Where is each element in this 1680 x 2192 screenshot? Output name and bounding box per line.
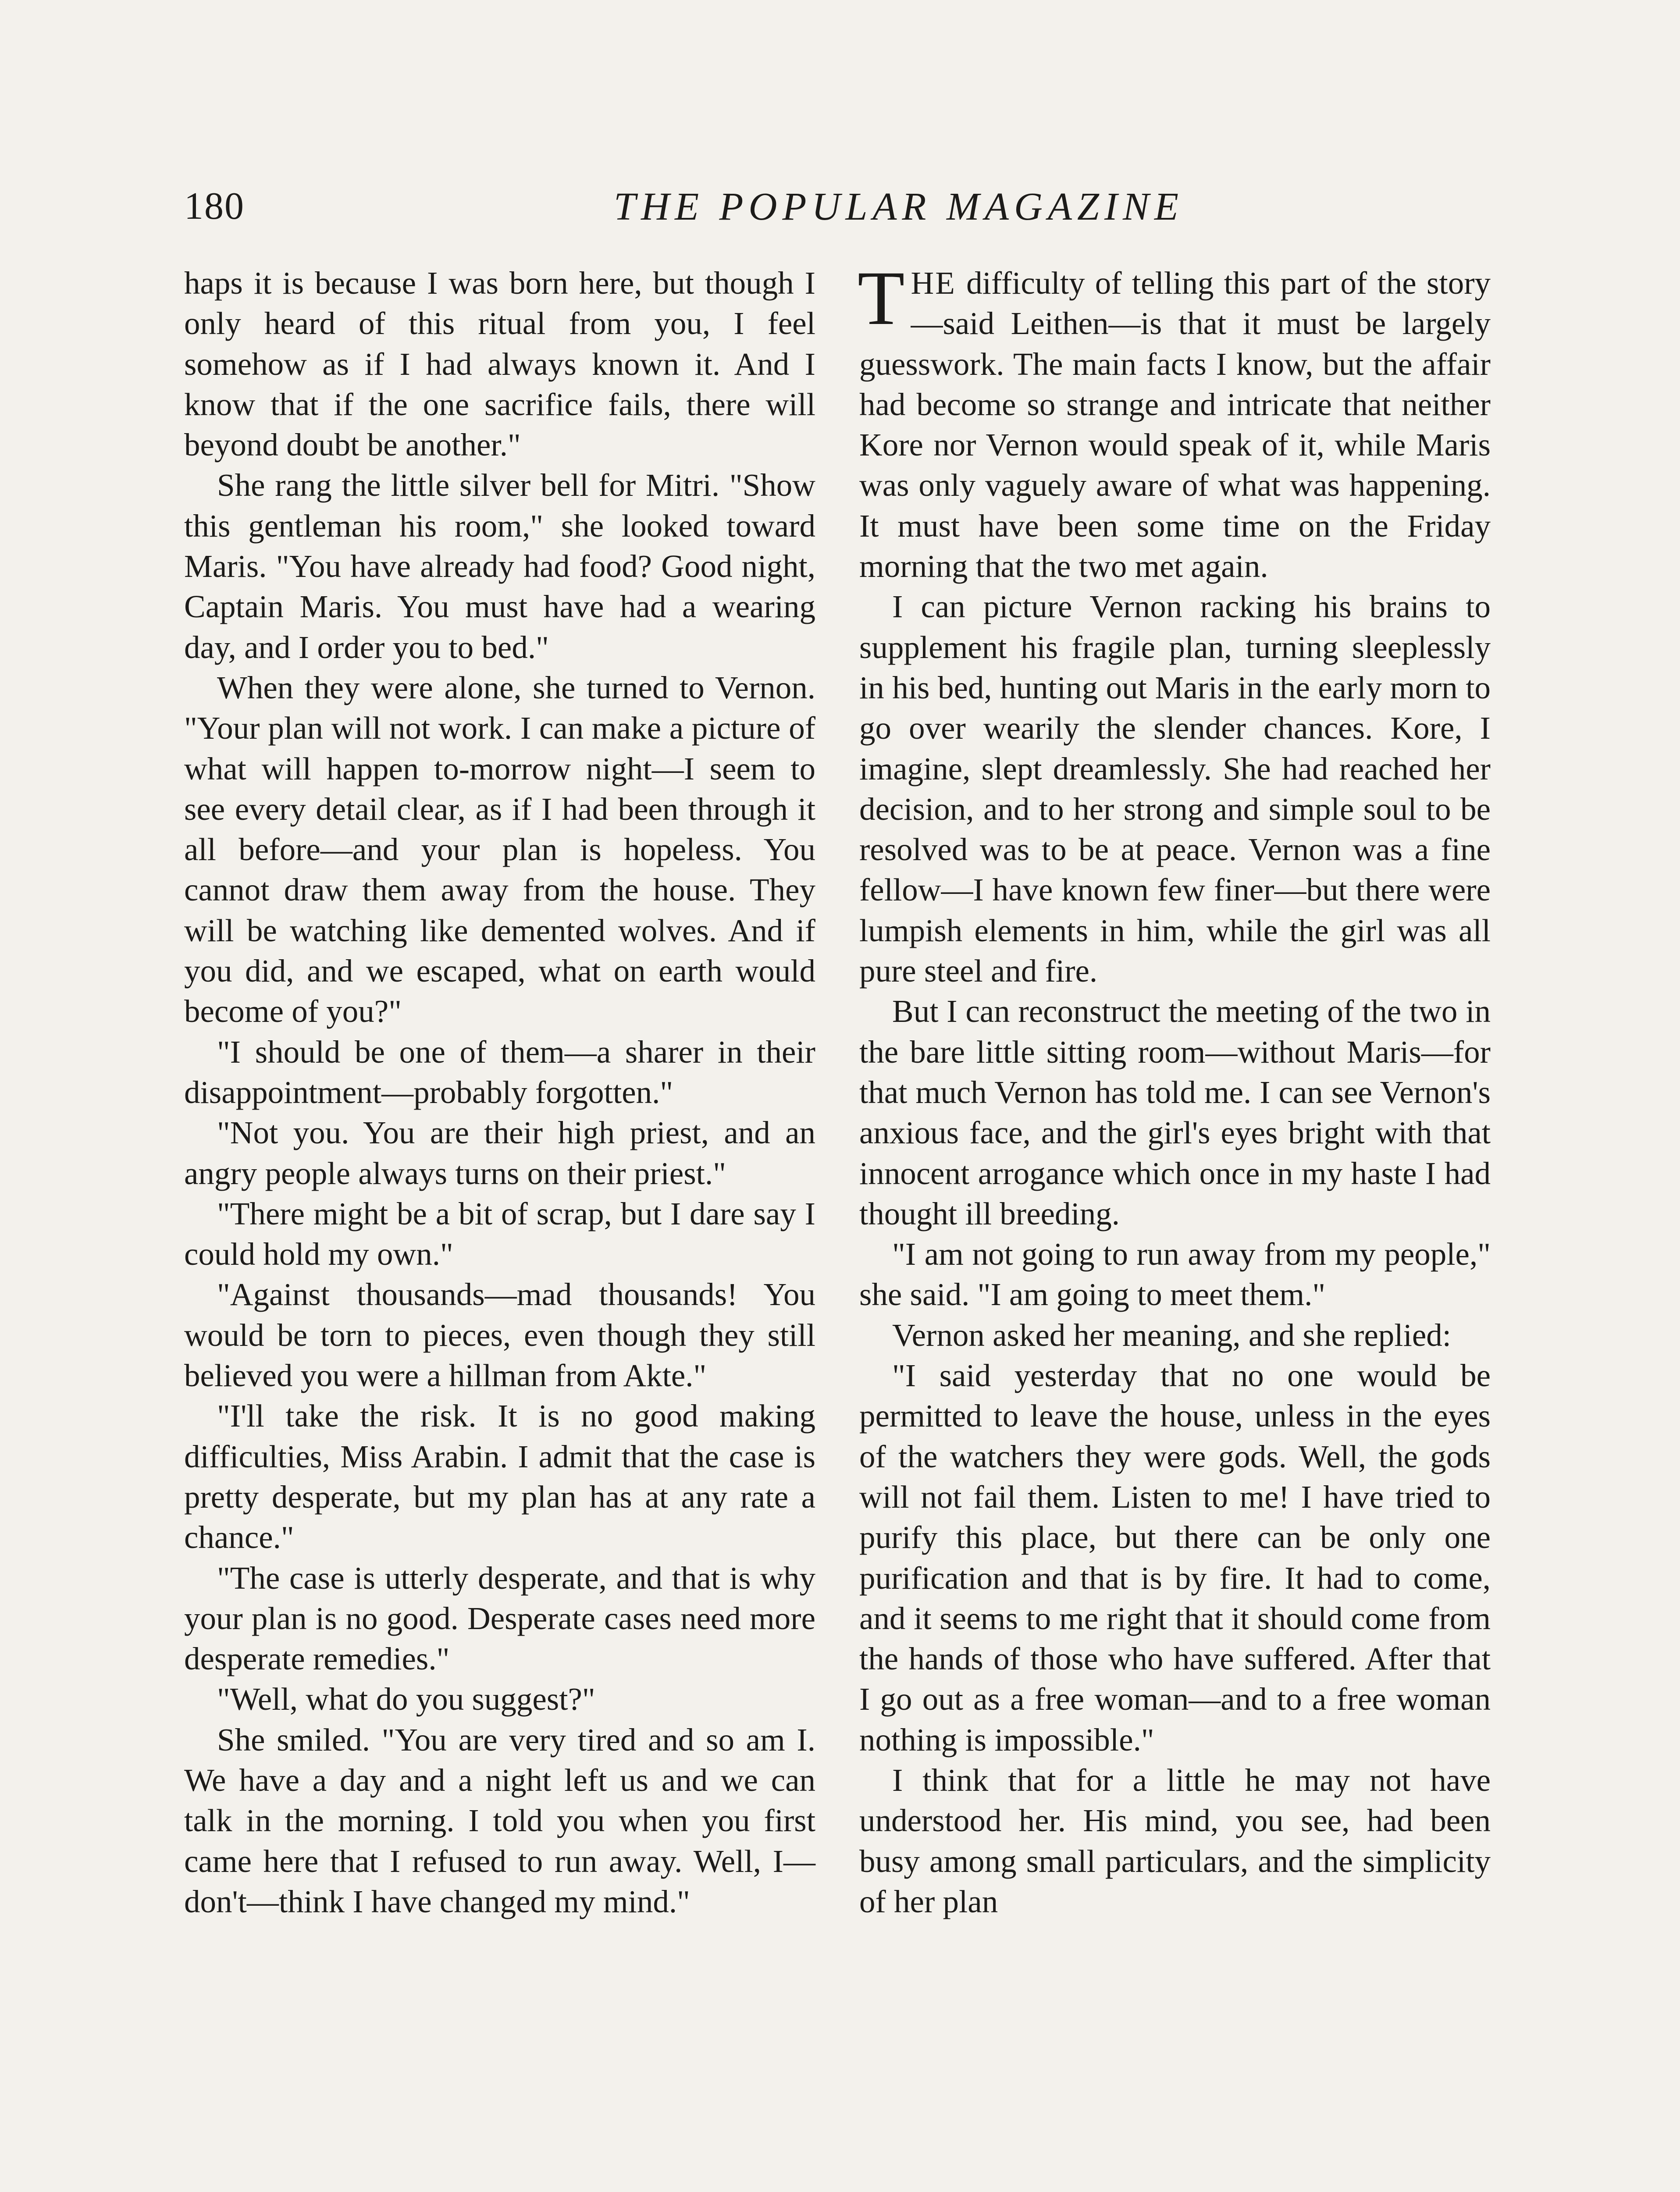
small-caps-lead: HE [911, 265, 956, 301]
paragraph: She rang the little silver bell for Mitri. "Show this gentleman his room," she looked toward Maris. "You have already had food? Good night, Captain Maris. You must have had a wearing day, and I order you to bed." [184, 467, 815, 665]
paragraph: "Well, what do you suggest?" [217, 1681, 595, 1717]
left-column [184, 263, 815, 1922]
paragraph: She smiled. "You are very tired and so am I. We have a day and a night left us and we can talk in the morning. I told you when you first came here that I refused to run away. Well, I—don't—think I have changed my mind." [184, 1722, 815, 1919]
page-header [184, 175, 1499, 250]
right-column [858, 256, 1491, 1922]
paragraph: "There might be a bit of scrap, but I dare say I could hold my own." [184, 1196, 815, 1272]
running-title: THE POPULAR MAGAZINE [614, 185, 1184, 228]
opening-text: difficulty of telling this part of the story—said Leithen—is that it must be largely guesswork. The main facts I know, but the affair had become so strange and intricate that neither Kore nor Vernon would speak of it, while Maris was only vaguely aware of what was happening. It must have been some time on the Friday morning that the two met again. [859, 265, 1491, 584]
paragraph: But I can reconstruct the meeting of the two in the bare little sitting room—without Maris—for that much Vernon has told me. I can see Vernon's anxious face, and the girl's eyes bright with that innocent arrogance which once in my haste I had thought ill breeding. [859, 993, 1491, 1231]
paragraph: "I said yesterday that no one would be permitted to leave the house, unless in the eyes of the watchers they were gods. Well, the gods will not fail them. Listen to me! I have tried to purify this place, but there can be only one purification and that is by fire. It had to come, and it seems to me right that it should come from the hands of those who have suffered. After that I go out as a free woman—and to a free woman nothing is impossible." [859, 1358, 1491, 1758]
paragraph: I can picture Vernon racking his brains to supplement his fragile plan, turning sleeplessly in his bed, hunting out Maris in the early morn to go over wearily the slender chances. Kore, I imagine, slept dreamlessly. She had reached her decision, and to her strong and simple soul to be resolved was to be at peace. Vernon was a fine fellow—I have known few finer—but there were lumpish elements in him, while the girl was all pure steel and fire. [859, 589, 1491, 989]
paragraph: haps it is because I was born here, but though I only heard of this ritual from you, I feel somehow as if I had always known it. And I know that if the one sacrifice fails, there will beyond doubt be another." [184, 265, 815, 463]
paragraph: When they were alone, she turned to Vernon. "Your plan will not work. I can make a picture of what will happen to-morrow night—I seem to see every detail clear, as if I had been through it all before—and your plan is hopeless. You cannot draw them away from the house. They will be watching like demented wolves. And if you did, and we escaped, what on earth would become of you?" [184, 669, 815, 1029]
paragraph: "The case is utterly desperate, and that is why your plan is no good. Desperate cases need more desperate remedies." [184, 1560, 815, 1677]
paragraph: "Against thousands—mad thousands! You would be torn to pieces, even though they still believed you were a hillman from Akte." [184, 1277, 815, 1394]
paragraph: "I'll take the risk. It is no good making difficulties, Miss Arabin. I admit that the case is pretty desperate, but my plan has at any rate a chance." [184, 1398, 815, 1555]
paragraph: Vernon asked her meaning, and she replied: [892, 1317, 1452, 1353]
drop-cap: T [858, 256, 905, 341]
paragraph: "Not you. You are their high priest, and an angry people always turns on their priest." [184, 1115, 815, 1191]
paragraph: "I should be one of them—a sharer in their disappointment—probably forgotten." [184, 1034, 815, 1110]
page-number: 180 [184, 185, 245, 228]
paragraph: "I am not going to run away from my people," she said. "I am going to meet them." [859, 1236, 1491, 1313]
paragraph: I think that for a little he may not have understood her. His mind, you see, had been busy among small particulars, and the simplicity of her plan [859, 1762, 1491, 1919]
opening-paragraph [858, 256, 1491, 587]
